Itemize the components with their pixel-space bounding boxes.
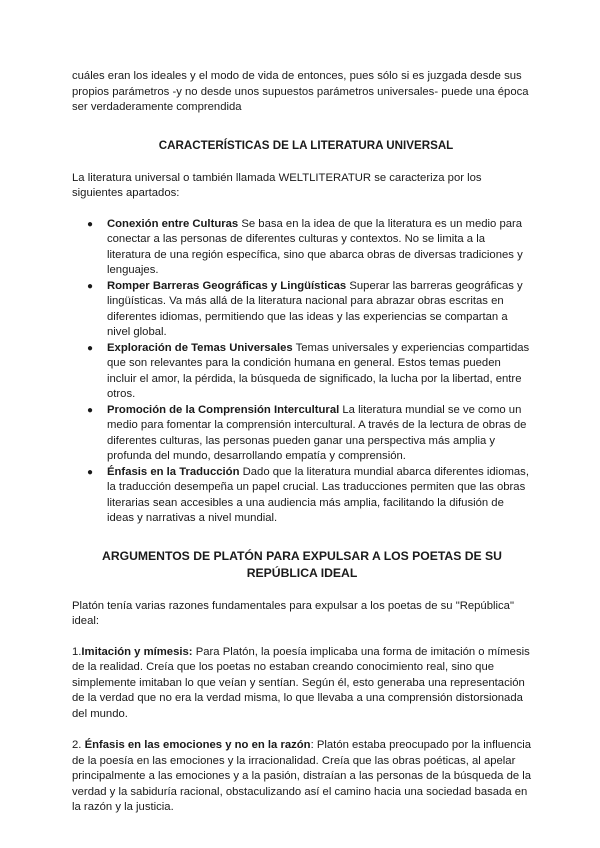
list-item-text: Temas universales y experiencias compartidas que son relevantes para la condición humana en general. Estos temas pueden incluir el amor, la pérdida, la búsqueda de significado, la lucha por la libertad, entre otros. bbox=[107, 341, 530, 400]
plato-lead-paragraph: Platón tenía varias razones fundamentales para expulsar a los poetas de su "República" ideal: bbox=[72, 599, 514, 627]
characteristics-lead-paragraph: La literatura universal o también llamada WELTLITERATUR se caracteriza por los siguientes apartados: bbox=[72, 171, 482, 199]
bullet-icon: ● bbox=[87, 404, 94, 416]
list-item bbox=[87, 279, 532, 341]
list-item bbox=[87, 403, 532, 465]
argument-text: Para Platón, la poesía implicaba una forma de imitación o mímesis de la realidad. Creía que los poetas no estaban creando conocimiento real, sino que simplemente imitaban lo que veían y sentían. Según él, esto generaba una representación de la verdad que no era la verdad misma, lo que llevaba a una comprensión distorsionada del mundo. bbox=[72, 645, 530, 720]
list-item bbox=[87, 465, 532, 527]
list-item-text: Dado que la literatura mundial abarca diferentes idiomas, la traducción desempeña un papel crucial. Las traducciones permiten que las obras literarias sean accesibles a una audiencia más amplia, facilitando la difusión de ideas y narrativas a nivel mundial. bbox=[107, 465, 529, 524]
argument-term: Énfasis en las emociones y no en la razón bbox=[84, 739, 311, 751]
document-page bbox=[72, 69, 532, 832]
bullet-icon: ● bbox=[87, 466, 94, 478]
list-item bbox=[87, 341, 532, 403]
list-item-term: Énfasis en la Traducción bbox=[107, 465, 240, 478]
characteristics-list bbox=[72, 217, 532, 527]
list-item-text: Superar las barreras geográficas y lingüísticas. Va más allá de la literatura nacional para abrazar obras escritas en diferentes idiomas, permitiendo que las ideas y las experiencias se compartan a nivel global. bbox=[107, 279, 523, 338]
argument-paragraph bbox=[72, 645, 532, 723]
list-item-term: Romper Barreras Geográficas y Lingüísticas bbox=[107, 279, 347, 292]
list-item-text: Se basa en la idea de que la literatura es un medio para conectar a las personas de diferentes culturas y contextos. No se limita a la literatura de una región específica, sino que abarca obras de diversas tradiciones y lenguajes. bbox=[107, 217, 523, 276]
list-item-term: Conexión entre Culturas bbox=[107, 217, 239, 230]
argument-paragraph bbox=[72, 738, 532, 816]
bullet-icon: ● bbox=[87, 218, 94, 230]
intro-continuation-paragraph: cuáles eran los ideales y el modo de vida de entonces, pues sólo si es juzgada desde sus propios parámetros -y no desde unos supuestos parámetros universales- puede una época ser verdaderamente comprendida bbox=[72, 70, 529, 113]
list-item-text: La literatura mundial se ve como un medio para fomentar la comprensión intercultural. A través de la lectura de obras de diferentes culturas, las personas pueden ganar una perspectiva más amplia y profunda del mundo, desarrollando empatía y comprensión. bbox=[107, 403, 527, 462]
bullet-icon: ● bbox=[87, 342, 94, 354]
argument-number: 1. bbox=[72, 645, 82, 658]
argument-text: : Platón estaba preocupado por la influencia de la poesía en las emociones y la irracionalidad. Creía que las obras poéticas, al apelar principalmente a las emociones y a la pasión, distraían a las personas de la búsqueda de la verdad y la sabiduría racional, obstaculizando así el camino hacia una sociedad basada en la razón y la justicia. bbox=[72, 739, 532, 813]
characteristics-heading: CARACTERÍSTICAS DE LA LITERATURA UNIVERSAL bbox=[158, 138, 454, 152]
list-item-term: Exploración de Temas Universales bbox=[107, 341, 293, 354]
argument-number: 2. bbox=[72, 739, 85, 751]
bullet-icon: ● bbox=[87, 280, 94, 292]
argument-term: Imitación y mímesis: bbox=[81, 645, 193, 658]
list-item-term: Promoción de la Comprensión Intercultural bbox=[107, 403, 340, 416]
list-item bbox=[87, 217, 532, 279]
plato-arguments-heading: ARGUMENTOS DE PLATÓN PARA EXPULSAR A LOS POETAS DE SU REPÚBLICA IDEAL bbox=[102, 548, 502, 580]
